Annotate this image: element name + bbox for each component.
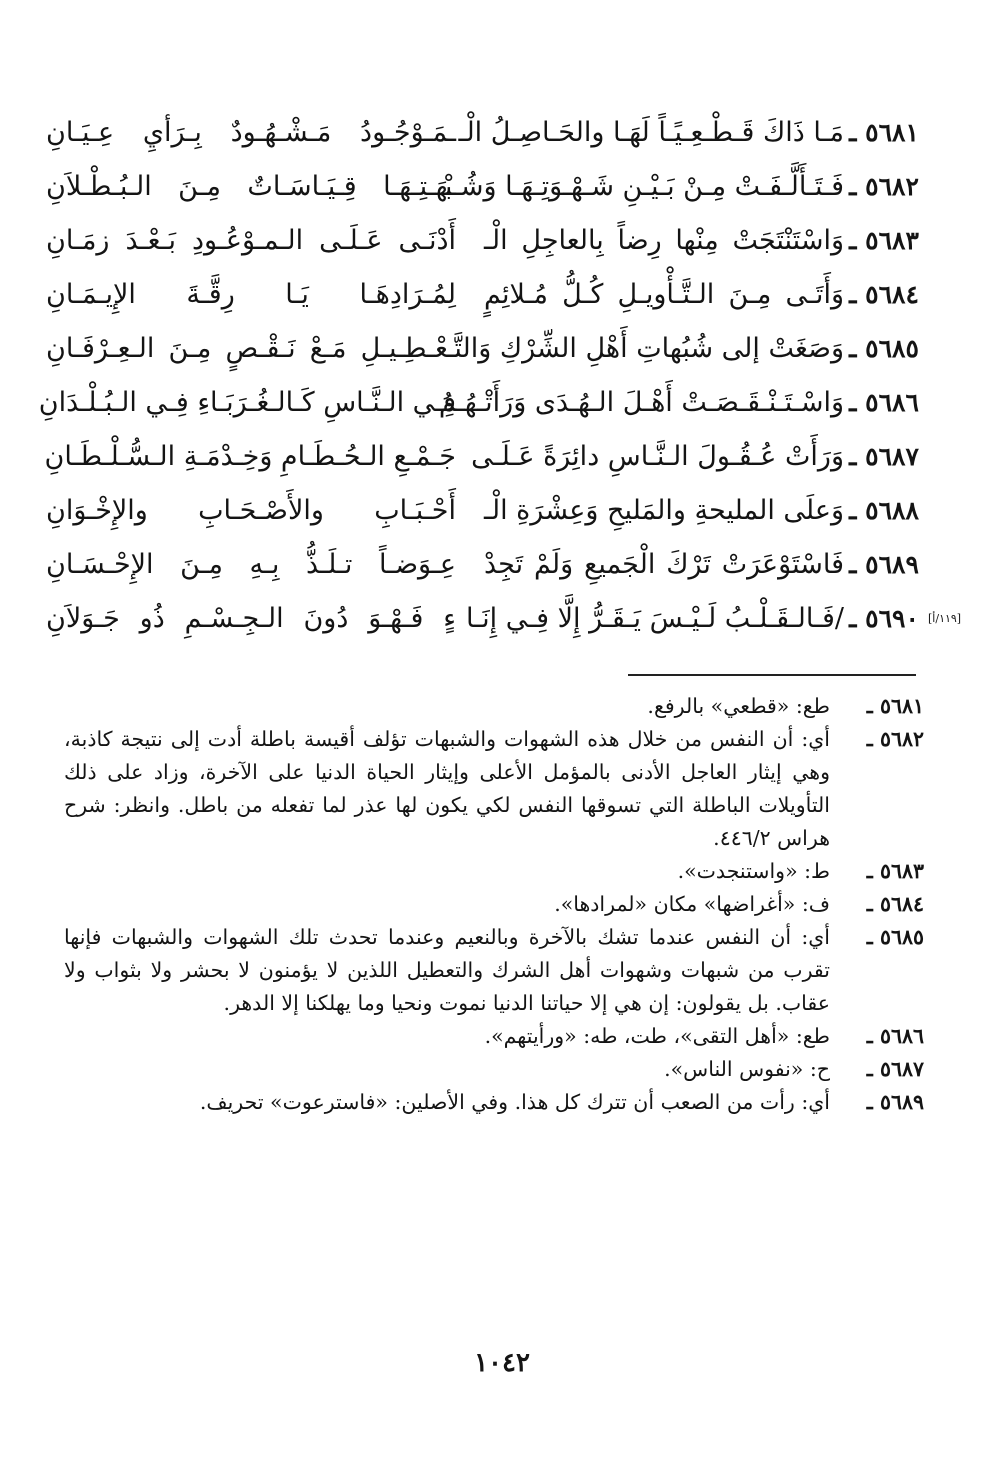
footnote-text: أي: رأت من الصعب أن تترك كل هذا. وفي الأصلين: «فاسترعوت» تحريف. <box>199 1090 830 1114</box>
footnote-number: ٥٦٨٢ ـ <box>866 727 924 751</box>
verse-second-hemistich: لِمُـرَادِهَـا يَـا رِقَّـةَ الإِيـمَـانِ <box>46 279 456 310</box>
footnote-text: أي: أن النفس عندما تشك بالآخرة وبالنعيم وعندما تحدث تلك الشهوات والشبهات فإنها تقرب من شبهات وشهوات أهل الشرك والتعطيل اللذين لا يؤمنون لا بحشر ولا بثواب ولا عقاب. بل يقولون: إن هي إلا حياتنا الدنيا نموت ونحيا وما يهلكنا إلا الدهر. <box>64 925 830 1015</box>
verse-second-hemistich: جَـمْـعِ الـحُـطَـامِ وَخِـدْمَـةِ الـسُّـلْـطَـانِ <box>44 441 456 472</box>
footnote-separator <box>628 674 916 676</box>
verse-first-hemistich: وَرَأَتْ عُـقُـولَ الـنَّـاسِ دائِرَةً عَـلَـى <box>471 441 844 472</box>
verse-second-hemistich: أَدْنَـى عَـلَـى الـمـوْعُـودِ بَـعْـدَ زمَـانِ <box>46 225 456 256</box>
footnote <box>64 1053 924 1086</box>
page-number: ١٠٤٢ <box>474 1348 530 1378</box>
footnote-number: ٥٦٨٣ ـ <box>866 859 924 883</box>
verse-second-hemistich: أَحْـبَـابِ والأَصْـحَـابِ والإِخْـوَانِ <box>46 495 456 526</box>
verse-first-hemistich: /فَـالـقَـلْـبُ لَـيْـسَ يَـقَـرُّ إِلَّا فِـي إِنَـا <box>466 603 844 634</box>
footnote-text: ف: «أغراضها» مكان «لمرادها». <box>554 892 830 916</box>
verse-number: ٥٦٨٥ ـ <box>849 334 919 363</box>
verse-number: ٥٦٨١ ـ <box>849 118 919 147</box>
footnote-number: ٥٦٨٦ ـ <box>866 1024 924 1048</box>
verse-row <box>0 214 1004 268</box>
footnote-text: أي: أن النفس من خلال هذه الشهوات والشبهات تؤلف أقيسة باطلة أدت إلى نتيجة كاذبة، وهي إيثار العاجل الأدنى بالمؤمل الأعلى وإيثار الحياة الدنيا على الآخرة، وزاد على ذلك التأويلات الباطلة التي تسوقها النفس لكي يكون لها عذر لما تفعله من باطل. وانظر: شرح هراس ٤٤٦/٢. <box>64 727 830 850</box>
verse-number: ٥٦٨٧ ـ <box>849 442 919 471</box>
verse-second-hemistich: ءٍ فَـهْـوَ دُونَ الـجِـسْـمِ ذُو جَـوَلاَنِ <box>46 603 456 634</box>
verse-first-hemistich: وَصَغَتْ إلى شُبُهاتِ أَهْلِ الشِّرْكِ وَالتَّـ <box>446 333 844 364</box>
footnote-text: ط: «واستنجدت». <box>677 859 830 883</box>
verse-row <box>0 268 1004 322</box>
verse-first-hemistich: فَاسْتَوْعَرَتْ تَرْكَ الْجَميعِ وَلَمْ تَجِدْ <box>484 549 844 580</box>
footnote-text: ح: «نفوس الناس». <box>664 1057 830 1081</box>
footnote-number: ٥٦٨٩ ـ <box>866 1090 924 1114</box>
poem-verses <box>0 106 1004 646</box>
verse-row <box>0 484 1004 538</box>
footnote-text: طع: «أهل التقى»، طت، طه: «ورأيتهم». <box>484 1024 830 1048</box>
verse-first-hemistich: وَاسْـتَـنْـقَـصَـتْ أَهْـلَ الـهُـدَى وَرَأَتْـهُـمُ <box>438 387 844 418</box>
verse-row <box>0 538 1004 592</box>
verse-first-hemistich: وَعلَى المليحةِ والمَليحِ وَعِشْرَةِ الْـ <box>483 495 844 526</box>
footnote-number: ٥٦٨٥ ـ <box>866 925 924 949</box>
footnote-text: طع: «قطعي» بالرفع. <box>647 694 830 718</box>
verse-number: ٥٦٨٣ ـ <box>849 226 919 255</box>
verse-second-hemistich: فِـي الـنَّـاسِ كَـالـغُـرَبَـاءِ فِـي الـبُـلْـدَانِ <box>38 387 456 418</box>
footnote <box>64 1020 924 1053</box>
verse-row <box>0 376 1004 430</box>
footnote <box>64 690 924 723</box>
verse-second-hemistich: ـعْـطِـيـلِ مَـعْ نَـقْـصٍ مِـنَ الـعِـرْفَـانِ <box>46 333 456 364</box>
verse-row <box>0 592 1004 646</box>
verse-second-hemistich: عِـوَضـاً تـلَـذُّ بِـهِ مِـنَ الإِحْـسَـانِ <box>46 549 456 580</box>
footnote-number: ٥٦٨٤ ـ <box>866 892 924 916</box>
footnote <box>64 921 924 1020</box>
verse-first-hemistich: وَأَتَـى مِـنَ الـتَّـأْويـلِ كُـلُّ مُـلائِمٍ <box>484 279 844 310</box>
footnote-number: ٥٦٨١ ـ <box>866 694 924 718</box>
verse-first-hemistich: مَـا ذَاكَ قَـطْـعِـيًـاً لَهَـا والحَـاصِـلُ الْـ <box>458 117 844 148</box>
manuscript-folio-ref: [١١٩/أ] <box>928 612 962 625</box>
verse-row <box>0 106 1004 160</box>
verse-number: ٥٦٨٩ ـ <box>849 550 919 579</box>
footnote-number: ٥٦٨٧ ـ <box>866 1057 924 1081</box>
verse-number: ٥٦٩٠ ـ <box>849 604 919 633</box>
verse-number: ٥٦٨٦ ـ <box>849 388 919 417</box>
verse-row <box>0 160 1004 214</box>
verse-row <box>0 322 1004 376</box>
footnote <box>64 888 924 921</box>
verse-first-hemistich: فَـتَـأَلَّـفَـتْ مِـنْ بَـيْـنِ شَـهْـوَتِـهَـا وَشُـبْـ <box>436 171 844 202</box>
footnote <box>64 723 924 855</box>
verse-first-hemistich: وَاسْتَنْتَجَتْ مِنْها رِضاً بِالعاجِلِ الْـ <box>484 225 844 256</box>
verse-number: ٥٦٨٢ ـ <box>849 172 919 201</box>
verse-second-hemistich: ـهَـتِـهَـا قِـيَـاسَـاتٌ مِـنَ الـبُـطْـلاَنِ <box>46 171 456 202</box>
verse-number: ٥٦٨٨ ـ <box>849 496 919 525</box>
verse-number: ٥٦٨٤ ـ <box>849 280 919 309</box>
footnote <box>64 855 924 888</box>
verse-row <box>0 430 1004 484</box>
footnotes <box>64 690 924 1119</box>
footnote <box>64 1086 924 1119</box>
verse-second-hemistich: ـمَـوْجُـودُ مَـشْـهُـودٌ بِـرَأيِ عِـيَـانِ <box>46 117 456 148</box>
